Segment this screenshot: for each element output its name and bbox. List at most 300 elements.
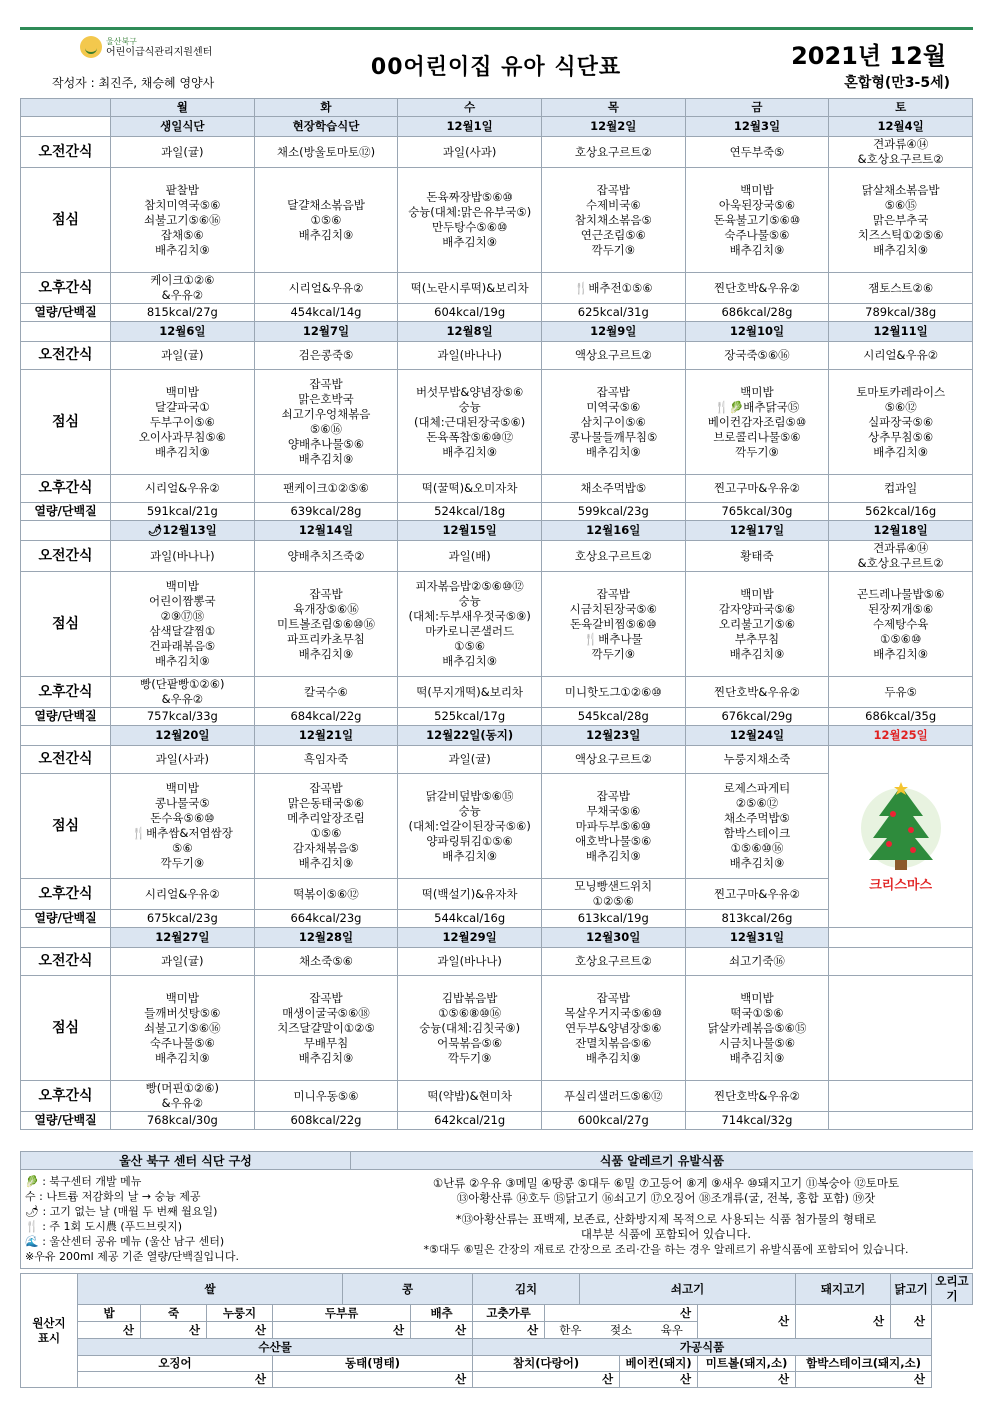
lunch-cell [111,572,255,677]
origin-header: 쇠고기 [580,1274,796,1305]
lunch-line: ①⑤⑥⑧⑩⑯ [438,1005,502,1020]
kcal-line: 625kcal/31g [577,305,649,319]
pm-cell [111,475,255,503]
beef-type: 한우 [559,1322,582,1337]
origin-item [473,1356,620,1388]
lunch-line: 쇠고기우엉채볶음 [281,407,371,421]
am-label: 오전간식 [21,137,111,168]
kcal-line: 604kcal/19g [434,305,506,319]
lunch-row [21,976,973,1081]
lunch-line: 달걀파국① [154,399,210,414]
lunch-line: 숭늉 [458,399,481,414]
pm-cell [685,273,829,304]
lunch-line: 콩나물들깨무침⑤ [569,429,658,444]
kcal-label: 열량/단백질 [21,910,111,928]
pm-cell [541,273,685,304]
lunch-line: 피자볶음밥②⑤⑥⑩⑫ [415,579,524,593]
date-cell: 12월18일 [829,521,973,541]
date-row [21,521,973,541]
lunch-cell [398,168,542,273]
lunch-line: 배추김치⑨ [154,654,210,668]
lunch-line: ①⑤⑥ [310,212,342,227]
pm-row [21,273,973,304]
kcal-cell [398,503,542,521]
lunch-line: 맑은호박국 [298,392,354,406]
pm-line: 칼국수⑥ [304,684,348,699]
lunch-line: 잡곡밥 [596,182,630,197]
holiday-cell [829,746,973,928]
lunch-line: 배추김치⑨ [873,242,929,257]
pm-label: 오후간식 [21,273,111,304]
lunch-line: 어린이짬뽕국 [149,594,216,608]
day-header: 수 [398,99,542,117]
origin-item-name: 함박스테이크(돼지,소) [806,1356,921,1370]
processed-header: 가공식품 [473,1339,932,1356]
pm-line: 시리얼&우유② [144,886,220,901]
pm-row [21,1081,973,1112]
am-cell [541,342,685,370]
lunch-label: 점심 [21,572,111,677]
rice-type: 죽 [141,1305,207,1322]
legend-item: 🥬 : 북구센터 개발 메뉴 [25,1175,142,1188]
lunch-line: 🍴배추쌈&저염쌈장 [131,826,233,840]
origin-item-name: 동태(명태) [345,1356,400,1370]
kcal-cell [829,503,973,521]
kcal-line: 676kcal/29g [721,709,793,723]
lunch-cell [829,572,973,677]
am-line: &호상요구르트② [857,556,944,570]
pm-line: 떡(노란시루떡)&보리차 [410,280,529,295]
lunch-line: 잡곡밥 [309,781,343,795]
am-cell [254,541,398,572]
am-line: 황태죽 [740,548,774,563]
kcal-cell [254,910,398,928]
lunch-label: 점심 [21,774,111,879]
am-line: 견과류④⑭ [873,541,929,555]
rice-origin: 산 [141,1322,207,1339]
am-row [21,342,973,370]
lunch-line: 오이사과무침⑤⑥ [138,429,226,444]
lunch-line: 미트볼조림⑤⑥⑩⑯ [276,616,375,631]
kcal-cell [829,304,973,322]
legend-item: 🍴 : 주 1회 도시農 (푸드브릿지) [25,1220,183,1233]
am-line: 쇠고기죽⑯ [728,954,785,968]
legend-title: 울산 북구 센터 식단 구성 [21,1152,351,1170]
am-line: 양배추치즈죽② [287,548,365,563]
date-cell: 12월17일 [685,521,829,541]
lunch-line: 매생이굴국⑤⑥⑱ [282,1005,370,1020]
date-cell: 12월29일 [398,928,542,948]
lunch-line: 백미밥 [740,182,774,197]
origin-item-origin: 산 [473,1371,619,1387]
lunch-line: 연근조림⑤⑥ [580,227,646,242]
date-cell: 12월22일(동지) [398,726,542,746]
lunch-line: 육개장⑤⑥⑯ [293,601,359,616]
pm-cell [254,475,398,503]
date-row [21,726,973,746]
lunch-line: 맑은부추국 [872,212,929,227]
lunch-line: 닭살채소볶음밥 [861,182,940,197]
lunch-line: 깍두기⑨ [447,1050,492,1065]
allergy-line: ⑬아황산류 ⑭호두 ⑮닭고기 ⑯쇠고기 ⑰오징어 ⑱조개류(굴, 전복, 홍합 포함) ⑲잣 [456,1191,876,1205]
origin-table [20,1273,973,1388]
lunch-line: 무배무침 [303,1035,349,1050]
seafood-header: 수산물 [78,1339,473,1356]
lunch-line: 백미밥 [740,586,774,601]
lunch-line: ①⑤⑥ [454,639,486,653]
lunch-label: 점심 [21,168,111,273]
kcal-cell [398,304,542,322]
lunch-line: ①⑤⑥⑩ [880,631,922,646]
origin-item-origin: 산 [273,1371,472,1387]
lunch-line: 삼색달걀찜① [149,624,216,638]
am-line: 호상요구르트② [574,548,652,563]
pm-line: 컵과일 [883,481,918,495]
kcal-line: 562kcal/16g [865,504,937,518]
kcal-cell [541,304,685,322]
pm-row [21,475,973,503]
am-label: 오전간식 [21,342,111,370]
lunch-cell [398,572,542,677]
pm-line: 떡(백설기)&유자차 [421,886,518,901]
lunch-line: 백미밥 [165,990,199,1005]
pm-line: 시리얼&우유② [144,481,220,495]
kcal-line: 454kcal/14g [290,305,362,319]
kcal-cell [541,708,685,726]
lunch-row [21,572,973,677]
day-header: 월 [111,99,255,117]
kcal-line: 675kcal/23g [146,911,218,925]
lunch-line: 잡곡밥 [309,377,343,391]
am-cell [829,541,973,572]
am-line: 과일(바나나) [437,348,502,362]
kcal-row [21,503,973,521]
lunch-line: 숭늉(대체:김칫국⑨) [419,1020,521,1035]
date-row-blank [21,521,111,541]
lunch-line: 건파래볶음⑤ [149,639,216,653]
lunch-cell [541,168,685,273]
kcal-cell [254,1112,398,1130]
origin-item-origin: 산 [698,1371,795,1387]
am-row [21,948,973,976]
pm-cell [541,1081,685,1112]
pm-label: 오후간식 [21,677,111,708]
lunch-line: 배추김치⑨ [729,856,785,870]
pm-cell [111,1081,255,1112]
lunch-cell [685,976,829,1081]
lunch-line: 깍두기⑨ [735,444,779,459]
am-line: 과일(사과) [155,752,210,766]
allergy-note: *⑤대두 ⑥밀은 간장의 재료로 간장으로 조리·간을 하는 경우 알레르기 유발식품에 포함되어 있습니다. [423,1243,909,1256]
pm-cell [685,475,829,503]
am-line: 채소(방울토마토⑫) [276,144,376,159]
pm-line: &우유② [161,692,204,706]
lunch-line: 곤드레나물밥⑤⑥ [857,586,945,601]
pm-cell [254,677,398,708]
am-line: 채소죽⑤⑥ [299,954,353,968]
lunch-line: 토마토카레라이스 [856,384,946,399]
lunch-cell [685,168,829,273]
duck-origin: 산 [891,1305,932,1339]
origin-item-name: 오징어 [158,1356,192,1370]
am-label: 오전간식 [21,541,111,572]
legend-item: 수 : 나트륨 저감화의 날 → 숭늉 제공 [25,1190,201,1203]
am-cell [685,948,829,976]
lunch-cell [254,572,398,677]
kcal-cell [111,708,255,726]
lunch-line: ⑤⑥ [172,841,193,855]
am-cell [541,137,685,168]
am-line: 검은콩죽⑤ [298,348,354,362]
am-line: 장국죽⑤⑥⑯ [724,348,790,362]
lunch-line: 삼치구이⑤⑥ [580,414,646,429]
kcal-line: 639kcal/28g [290,504,362,518]
lunch-line: 버섯무밥&양념장⑤⑥ [415,384,524,399]
lunch-line: 배추김치⑨ [154,242,210,257]
lunch-line: 양배추나물⑤⑥ [287,437,365,451]
kcal-cell [541,503,685,521]
author: 작성자 : 최진주, 채승혜 영양사 [52,76,215,90]
lunch-line: 감자양파국⑤⑥ [718,601,796,616]
kcal-cell [254,708,398,726]
kcal-line: 545kcal/28g [577,709,649,723]
lunch-line: 🍴배추나물 [583,631,643,646]
am-cell [398,948,542,976]
am-line: 과일(배) [448,548,491,563]
kcal-cell [111,1112,255,1130]
pm-line: &우유② [161,288,204,302]
am-line: 과일(귤) [161,954,204,968]
lunch-line: 배추김치⑨ [442,848,498,863]
kcal-row [21,708,973,726]
date-cell: 12월7일 [254,322,398,342]
lunch-line: 달걀채소볶음밥 [287,197,365,212]
allergy-note: *⑬아황산류는 표백제, 보존료, 산화방지제 목적으로 사용되는 식품 첨가물의 형태로 [455,1212,877,1226]
pm-cell [398,879,542,910]
pm-cell [254,273,398,304]
legend-item: 🌊 : 울산센터 공유 메뉴 (울산 남구 센터) [25,1235,225,1248]
lunch-line: 배추김치⑨ [298,452,354,466]
kcal-cell [685,708,829,726]
kcal-line: 524kcal/18g [434,504,506,518]
pm-cell [398,475,542,503]
lunch-line: 치즈달걀말이①②⑤ [277,1020,375,1035]
origin-item [620,1356,698,1388]
am-cell [541,746,685,774]
lunch-line: 잡곡밥 [596,990,630,1005]
am-cell [685,541,829,572]
pm-line: 푸실리샐러드⑤⑥⑫ [563,1088,663,1103]
pm-line: 떡(무지개떡)&보리차 [416,684,524,699]
origin-item-name: 미트볼(돼지,소) [705,1356,788,1370]
pm-line: 두유⑤ [884,684,917,699]
pm-line: 찐단호박&우유② [713,280,800,295]
lunch-line: 만두탕수⑤⑥⑩ [431,220,508,234]
date-cell: 12월4일 [829,117,973,137]
beef-type: 육우 [660,1322,683,1337]
kcal-line: 757kcal/33g [146,709,218,723]
origin-item [273,1356,473,1388]
bean-type: 두부류 [273,1305,411,1322]
lunch-line: 실파장국⑤⑥ [868,414,934,429]
lunch-cell [829,370,973,475]
origin-label: 원산지 표시 [21,1274,78,1388]
lunch-cell [111,370,255,475]
lunch-line: 참치채소볶음⑤ [574,212,652,227]
kcal-cell [254,503,398,521]
lunch-line: 잡곡밥 [596,586,630,601]
kcal-line: 815kcal/27g [146,305,218,319]
lunch-line: 백미밥 [165,579,199,593]
am-line: 과일(귤) [161,348,204,362]
allergy-line: ①난류 ②우유 ③메밀 ④땅콩 ⑤대두 ⑥밀 ⑦고등어 ⑧게 ⑨새우 ⑩돼지고기 ⑪복숭아 ⑫토마토 [432,1176,900,1190]
am-row [21,137,973,168]
pm-cell [111,677,255,708]
kcal-line: 525kcal/17g [434,709,506,723]
date-cell: 12월15일 [398,521,542,541]
kcal-cell [685,304,829,322]
lunch-line: 배추김치⑨ [298,227,354,242]
lunch-line: 배추김치⑨ [873,444,929,459]
rice-type: 밥 [78,1305,141,1322]
rice-origin: 산 [78,1322,141,1339]
lunch-line: 깍두기⑨ [591,646,636,661]
lunch-cell [685,774,829,879]
lunch-line: 배추김치⑨ [585,1050,641,1065]
lunch-cell [398,976,542,1081]
am-cell [398,746,542,774]
date-row-blank [21,322,111,342]
lunch-line: 베이컨감자조림⑤⑩ [707,414,807,429]
lunch-line: 메추리알장조림 [287,811,365,825]
kcal-cell [111,503,255,521]
date-cell: 12월30일 [541,928,685,948]
lunch-line: 배추김치⑨ [154,444,210,459]
lunch-line: 함박스테이크 [723,826,791,840]
year-month: 2021년 12월 [791,42,946,70]
lunch-line: 목살우거지국⑤⑥⑩ [564,1005,663,1020]
am-row [21,746,973,774]
kimchi-origin: 산 [411,1322,473,1339]
pm-line: 찐단호박&우유② [713,684,800,699]
pm-line: 미니핫도그①②⑥⑩ [564,684,662,699]
am-label: 오전간식 [21,948,111,976]
lunch-row [21,168,973,273]
date-cell [829,928,973,948]
am-line: 흑임자죽 [303,752,349,766]
date-cell: 12월10일 [685,322,829,342]
lunch-line: 숙주나물⑤⑥ [724,227,790,242]
kcal-line: 544kcal/16g [434,911,506,925]
origin-item [698,1356,796,1388]
pm-line: ①②⑤⑥ [592,894,634,908]
kcal-line: 642kcal/21g [434,1113,506,1127]
am-cell [111,541,255,572]
lunch-line: 미역국⑤⑥ [586,399,641,414]
date-cell: 12월24일 [685,726,829,746]
christmas-tree-icon [829,780,972,893]
allergy-list [361,1176,971,1257]
origin-item-origin: 산 [78,1371,272,1387]
lunch-line: ①⑤⑥ [310,826,342,840]
date-cell: 12월16일 [541,521,685,541]
kcal-row [21,1112,973,1130]
lunch-line: 된장찌개⑤⑥ [868,601,934,616]
legend-item: ※우유 200ml 제공 기준 열량/단백질입니다. [25,1250,239,1263]
pm-cell [111,273,255,304]
kcal-cell [398,708,542,726]
am-cell [254,746,398,774]
kcal-cell [398,1112,542,1130]
origin-item-origin: 산 [620,1371,697,1387]
kcal-line: 789kcal/38g [865,305,937,319]
lunch-line: 돈육짜장밥⑤⑥⑩ [426,190,513,204]
allergy-note: 대부분 식품에 포함되어 있습니다. [580,1227,752,1241]
lunch-row [21,370,973,475]
lunch-line: ①⑤⑥⑩⑯ [730,841,784,855]
am-line: &호상요구르트② [857,152,944,166]
rice-origin: 산 [207,1322,273,1339]
lunch-cell [254,370,398,475]
lunch-cell [398,774,542,879]
kcal-cell [685,1112,829,1130]
am-cell [254,137,398,168]
pork-origin: 산 [698,1305,796,1339]
kimchi-type: 배추 [411,1305,473,1322]
lunch-line: 떡국①⑤⑥ [730,1005,784,1020]
lunch-line: 배추김치⑨ [298,646,354,661]
am-line: 견과류④⑭ [873,137,929,151]
am-cell [829,137,973,168]
am-cell [111,746,255,774]
am-cell [829,342,973,370]
lunch-line: 수제비국⑥ [585,197,641,212]
kimchi-type: 고춧가루 [473,1305,545,1322]
lunch-line: 깍두기⑨ [591,242,636,257]
am-cell [254,948,398,976]
lunch-line: 마파두부⑤⑥⑩ [575,818,651,833]
am-line: 호상요구르트② [574,954,652,968]
am-line: 과일(바나나) [150,548,215,563]
pm-cell [685,879,829,910]
kcal-cell [398,910,542,928]
lunch-line: 애호박나물⑤⑥ [575,833,652,848]
lunch-cell [398,370,542,475]
kcal-cell [254,304,398,322]
lunch-cell [254,774,398,879]
am-cell [685,746,829,774]
lunch-cell [541,976,685,1081]
am-line: 과일(사과) [442,144,497,159]
lunch-line: 감자채볶음⑤ [293,841,359,855]
date-row [21,117,973,137]
am-line: 연두부죽⑤ [729,144,785,159]
lunch-line: (대체:얼갈이된장국⑤⑥) [408,818,531,833]
lunch-line: 파프리카초무침 [287,631,365,646]
lunch-line: 배추김치⑨ [442,235,498,249]
lunch-line: 배추김치⑨ [298,1050,354,1065]
am-line: 시리얼&우유② [863,348,939,362]
am-cell [829,948,973,976]
lunch-line: 상추무침⑤⑥ [868,429,934,444]
lunch-cell [254,168,398,273]
lunch-line: 배추김치⑨ [442,654,498,668]
am-cell [398,137,542,168]
lunch-cell [111,976,255,1081]
pm-row [21,677,973,708]
legend-list [25,1174,239,1264]
day-header: 토 [829,99,973,117]
